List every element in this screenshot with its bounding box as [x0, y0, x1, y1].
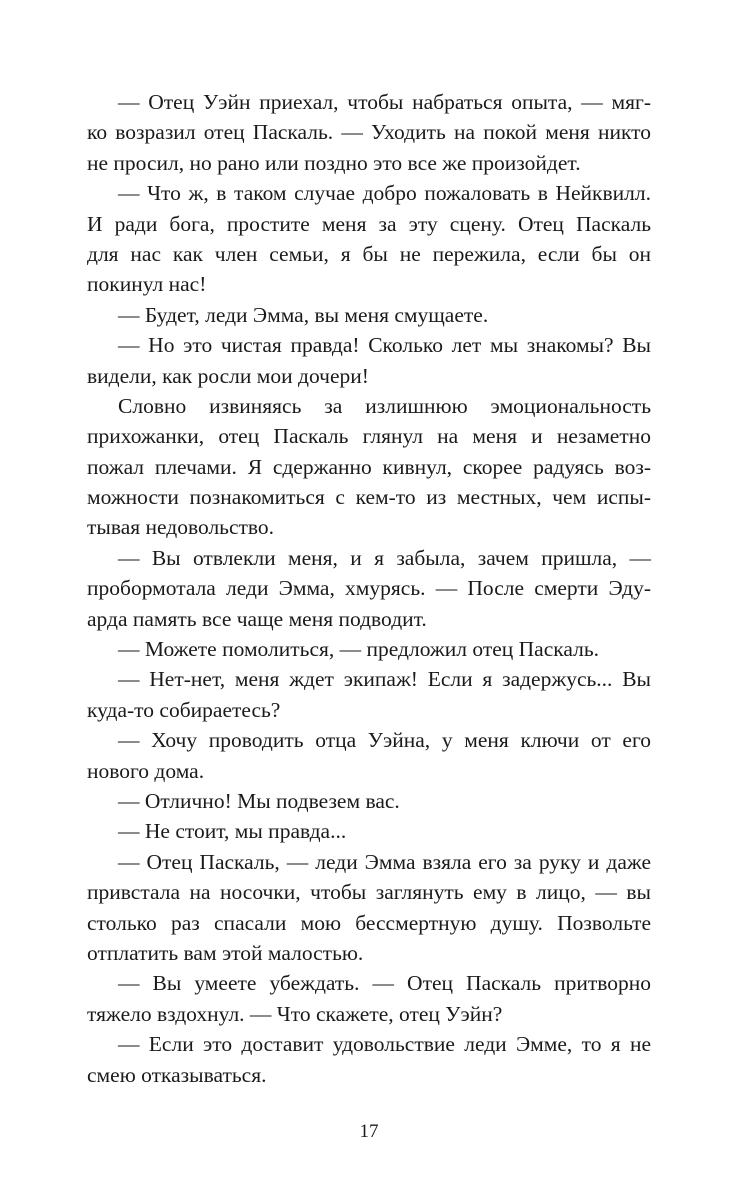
text-line: — Вы отвлекли меня, и я забыла, зачем пришла, — — [118, 545, 651, 570]
text-line: нового дома. — [87, 758, 205, 783]
text-line: — Отец Уэйн приехал, чтобы набраться опыта, — мяг- — [118, 90, 651, 114]
text-line: столько раз спасали мою бессмертную душу. Позвольте — [87, 910, 651, 935]
page-text — [87, 87, 651, 1090]
text-line: — Вы умеете убеждать. — Отец Паскаль притворно — [118, 971, 651, 996]
text-line: отплатить вам этой малостью. — [87, 940, 364, 965]
text-line: прихожанки, отец Паскаль глянул на меня и незаметно — [87, 424, 651, 449]
text-line: — Что ж, в таком случае добро пожаловать в Нейквилл. — [118, 181, 651, 206]
text-line: пожал плечами. Я сдержанно кивнул, скорее радуясь воз- — [87, 454, 651, 479]
text-line: — Можете помолиться, — предложил отец Паскаль. — [118, 637, 600, 662]
text-line: привстала на носочки, чтобы заглянуть ему в лицо, — вы — [87, 880, 651, 905]
text-line: смею отказываться. — [87, 1062, 267, 1087]
text-line: — Будет, леди Эмма, вы меня смущаете. — [118, 302, 489, 327]
text-line: не просил, но рано или поздно это все же произойдет. — [87, 150, 581, 175]
text-line: — Нет-нет, меня ждет экипаж! Если я задержусь... Вы — [118, 667, 651, 692]
text-line: — Отлично! Мы подвезем вас. — [118, 788, 400, 813]
text-line: видели, как росли мои дочери! — [87, 363, 369, 388]
text-line: можности познакомиться с кем-то из местных, чем испы- — [87, 485, 651, 510]
text-line: — Отец Паскаль, — леди Эмма взяла его за руку и даже — [118, 849, 651, 874]
text-line: — Но это чистая правда! Сколько лет мы знакомы? Вы — [118, 333, 651, 358]
text-line: для нас как член семьи, я бы не пережила, если бы он — [87, 241, 651, 266]
text-line: Словно извиняясь за излишнюю эмоциональность — [118, 393, 651, 418]
text-line: арда память все чаще меня подводит. — [87, 606, 427, 631]
text-line: покинул нас! — [87, 272, 207, 297]
text-line: тывая недовольство. — [87, 515, 275, 540]
text-line: пробормотала леди Эмма, хмурясь. — После смерти Эду- — [87, 576, 651, 601]
text-line: И ради бога, простите меня за эту сцену. Отец Паскаль — [87, 211, 651, 236]
text-line: тяжело вздохнул. — Что скажете, отец Уэйн? — [87, 1001, 503, 1026]
text-line: — Хочу проводить отца Уэйна, у меня ключи от его — [118, 728, 651, 753]
page-number: 17 — [359, 1121, 379, 1142]
text-line: — Не стоит, мы правда... — [118, 819, 347, 844]
text-line: — Если это доставит удовольствие леди Эмме, то я не — [118, 1032, 651, 1057]
text-line: куда-то собираетесь? — [87, 697, 281, 722]
text-line: ко возразил отец Паскаль. — Уходить на покой меня никто — [87, 120, 651, 145]
